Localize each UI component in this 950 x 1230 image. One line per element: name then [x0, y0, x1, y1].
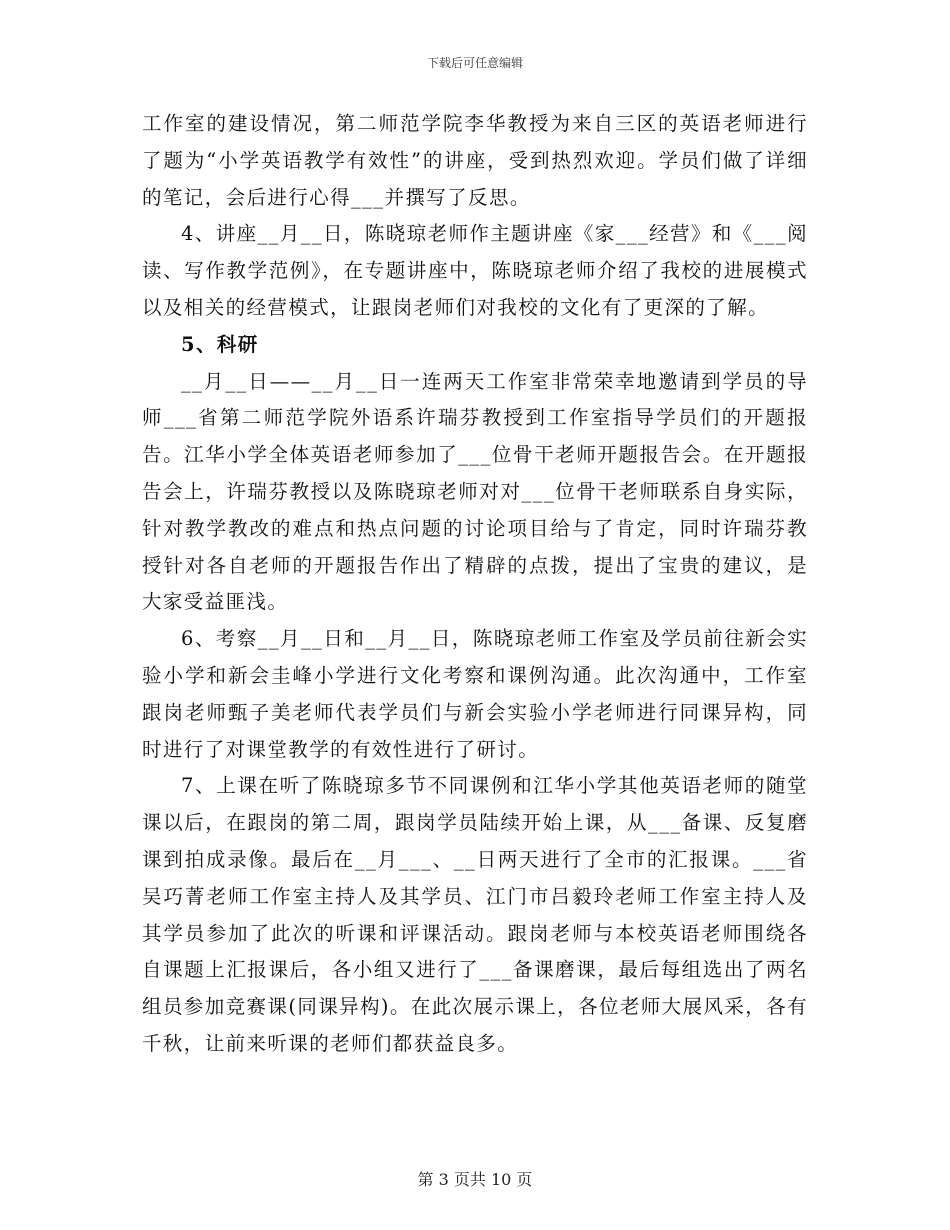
paragraph-classes: 7、上课在听了陈晓琼多节不同课例和江华小学其他英语老师的随堂课以后，在跟岗的第二周，跟岗学员陆续开始上课，从___备课、反复磨课到拍成录像。最后在__月___、__日两天进行了全市的汇报课。___省吴巧菁老师工作室主持人及其学员、江门市吕毅玲老师工作室主持人及其学员参加了此次的听课和评课活动。跟岗老师与本校英语老师围绕各自课题上汇报课后，各小组又进行了___备课磨课，最后每组选出了两名组员参加竞赛课(同课异构)。在此次展示课上，各位老师大展风采，各有千秋，让前来听课的老师们都获益良多。 [142, 774, 808, 1055]
page-header: 下载后可任意编辑 [426, 56, 523, 70]
document-body [142, 106, 808, 1063]
paragraph-research: __月__日——__月__日一连两天工作室非常荣幸地邀请到学员的导师___省第二师范学院外语系许瑞芬教授到工作室指导学员们的开题报告。江华小学全体英语老师参加了___位骨干老师开题报告会。在开题报告会上，许瑞芬教授以及陈晓琼老师对对___位骨干老师联系自身实际，针对教学教改的难点和热点问题的讨论项目给与了肯定，同时许瑞芬教授针对各自老师的开题报告作出了精辟的点拨，提出了宝贵的建议，是大家受益匪浅。 [142, 369, 808, 614]
page-number: 第 3 页共 10 页 [417, 1170, 533, 1189]
paragraph-continuation: 工作室的建设情况，第二师范学院李华教授为来自三区的英语老师进行了题为“小学英语教学有效性”的讲座，受到热烈欢迎。学员们做了详细的笔记，会后进行心得___并撰写了反思。 [142, 112, 808, 209]
paragraph-lecture: 4、讲座__月__日，陈晓琼老师作主题讲座《家___经营》和《___阅读、写作教学范例》，在专题讲座中，陈晓琼老师介绍了我校的进展模式以及相关的经营模式，让跟岗老师们对我校的文化有了更深的了解。 [142, 222, 808, 319]
paragraph-inspection: 6、考察__月__日和__月__日，陈晓琼老师工作室及学员前往新会实验小学和新会圭峰小学进行文化考察和课例沟通。此次沟通中，工作室跟岗老师甄子美老师代表学员们与新会实验小学老师进行同课异构，同时进行了对课堂教学的有效性进行了研讨。 [142, 627, 808, 761]
section-heading-research: 5、科研 [181, 332, 259, 356]
